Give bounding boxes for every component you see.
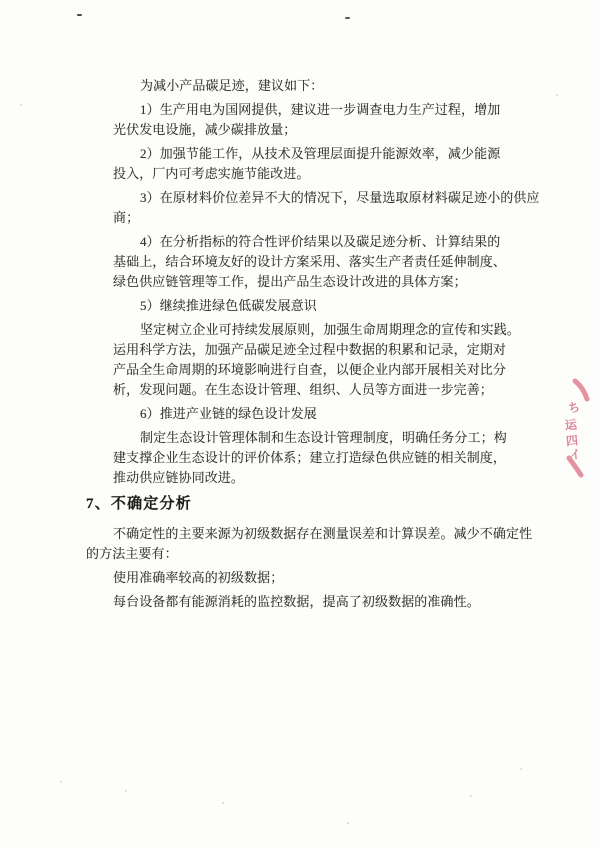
scan-speck	[125, 790, 127, 792]
paragraph	[113, 296, 532, 316]
mark-glyph: 运	[564, 417, 578, 433]
paragraph	[113, 428, 532, 488]
text-line: 4）在分析指标的符合性评价结果以及碳足迹分析、计算结果的	[140, 234, 501, 249]
text-line: 每台设备都有能源消耗的监控数据，提高了初级数据的准确性。	[113, 594, 480, 609]
red-margin-annotation	[556, 378, 600, 478]
paragraph	[113, 320, 532, 400]
text-line: 6）推进产业链的绿色设计发展	[140, 406, 317, 421]
scan-speck	[520, 768, 522, 770]
paragraph	[113, 188, 540, 228]
document-body	[86, 76, 540, 616]
scan-speck	[222, 802, 224, 804]
scan-speck	[345, 17, 350, 19]
text-line: 坚定树立企业可持续发展原则，加强生命周期理念的宣传和实践。	[140, 322, 520, 337]
text-line: 推动供应链协同改进。	[113, 470, 245, 485]
scan-speck	[470, 795, 472, 797]
uncertainty-block	[86, 524, 532, 612]
text-line: 光伏发电设施，减少碳排放量；	[113, 122, 297, 137]
mark-stroke-top	[575, 381, 587, 399]
paragraph	[113, 144, 532, 184]
scan-speck	[20, 104, 22, 106]
paragraph	[86, 568, 532, 588]
scan-speck	[60, 781, 62, 783]
text-line: 投入，厂内可考虑实施节能改进。	[113, 166, 310, 181]
text-line: 为减小产品碳足迹，建议如下：	[140, 78, 324, 93]
scan-speck	[347, 822, 349, 824]
text-line: 使用准确率较高的初级数据；	[113, 570, 284, 585]
text-line: 3）在原材料价位差异不大的情况下，尽量选取原材料碳足迹小的供应	[140, 190, 540, 205]
text-line: 基础上，结合环境友好的设计方案采用、落实生产者责任延伸制度、	[113, 254, 507, 269]
handwritten-mark-icon	[556, 378, 600, 478]
text-line: 制定生态设计管理体制和生态设计管理制度，明确任务分工；构	[140, 430, 507, 445]
text-line: 商；	[113, 210, 140, 225]
scan-speck	[556, 94, 558, 96]
text-line: 不确定性的主要来源为初级数据存在测量误差和计算误差。减少不确定性	[113, 526, 533, 541]
text-line: 运用科学方法，加强产品碳足迹全过程中数据的积累和记录，定期对	[113, 342, 507, 357]
text-line: 绿色供应链管理等工作，提出产品生态设计改进的具体方案；	[113, 274, 467, 289]
text-line: 析，发现问题。在生态设计管理、组织、人员等方面进一步完善；	[113, 382, 493, 397]
paragraph	[113, 76, 532, 96]
mark-glyph: イ	[568, 446, 582, 463]
text-line: 2）加强节能工作，从技术及管理层面提升能源效率，减少能源	[140, 146, 501, 161]
paragraph	[113, 232, 532, 292]
mark-glyph: ち	[567, 400, 581, 416]
paragraph	[113, 404, 532, 424]
text-line: 产品全生命周期的环境影响进行自查，以便企业内部开展相关对比分	[113, 362, 507, 377]
text-line: 1）生产用电为国网提供，建议进一步调查电力生产过程，增加	[140, 102, 501, 117]
mark-glyph: 四	[565, 433, 579, 449]
section-heading: 7、不确定分析	[86, 496, 192, 512]
scan-speck	[77, 14, 82, 16]
suggestions-block	[113, 76, 540, 488]
text-line: 5）继续推进绿色低碳发展意识	[140, 298, 317, 313]
paragraph	[113, 100, 532, 140]
text-line: 建支撑企业生态设计的评价体系；建立打造绿色供应链的相关制度，	[113, 450, 507, 465]
paragraph	[86, 592, 532, 612]
paragraph	[86, 524, 532, 564]
text-line: 的方法主要有：	[86, 546, 178, 561]
